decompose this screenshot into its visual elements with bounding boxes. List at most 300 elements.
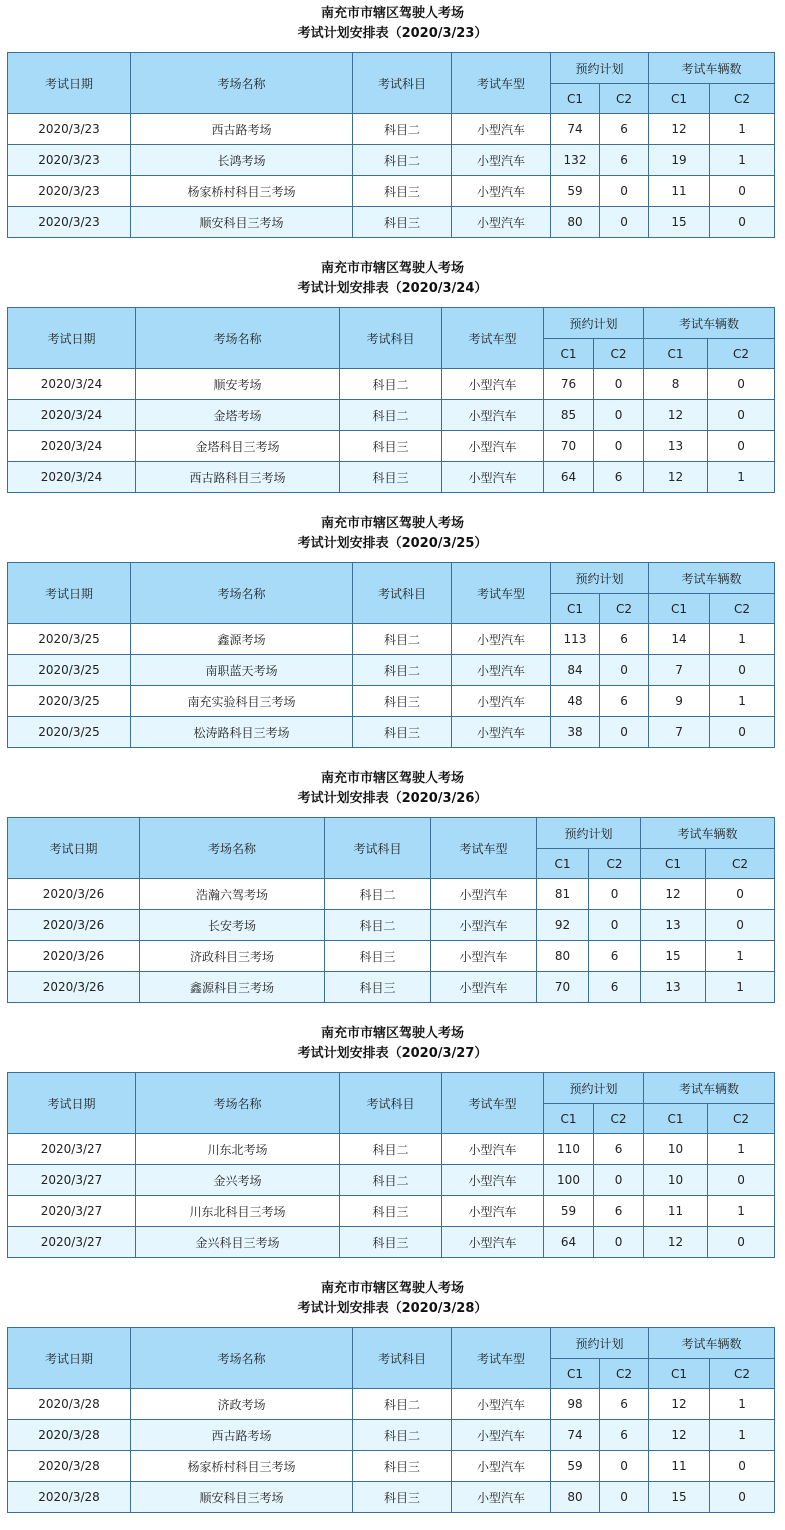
cars-c1-cell: 11: [649, 176, 710, 207]
plan-c2-cell: 6: [600, 1420, 649, 1451]
cars-header: 考试车辆数: [644, 308, 775, 339]
vehicle-type-cell: 小型汽车: [452, 624, 551, 655]
vehicle-type-cell: 小型汽车: [442, 1165, 544, 1196]
table-body: [8, 114, 775, 238]
section-title: 南充市市辖区驾驶人考场: [320, 1026, 464, 1041]
section-heading: [0, 1024, 785, 1064]
date-cell: 2020/3/26: [8, 972, 140, 1003]
cars-c2-cell: 0: [710, 717, 775, 748]
table-body: [8, 1389, 775, 1513]
plan-c2-cell: 6: [600, 114, 649, 145]
table-row: [8, 207, 775, 238]
plan-c1-cell: 64: [544, 462, 594, 493]
subject-cell: 科目三: [325, 941, 431, 972]
subject-cell: 科目三: [325, 972, 431, 1003]
cars-c2-cell: 1: [710, 1389, 775, 1420]
plan-c2-cell: 0: [600, 1451, 649, 1482]
site-name-cell: 顺安科目三考场: [131, 207, 353, 238]
cars-c2-cell: 1: [706, 941, 775, 972]
site-name-cell: 川东北科目三考场: [136, 1196, 340, 1227]
cars-c1-cell: 12: [649, 1389, 710, 1420]
vehicle-type-header: 考试车型: [442, 308, 544, 369]
section-heading: [0, 514, 785, 554]
vehicle-type-header: 考试车型: [452, 53, 551, 114]
subject-cell: 科目二: [353, 1389, 452, 1420]
vehicle-type-cell: 小型汽车: [452, 1451, 551, 1482]
cars-c2-cell: 1: [710, 686, 775, 717]
schedule-section: [0, 0, 785, 255]
date-cell: 2020/3/23: [8, 114, 131, 145]
plan-c1-cell: 48: [551, 686, 600, 717]
site-name-cell: 金塔科目三考场: [136, 431, 340, 462]
plan-c1-cell: 70: [537, 972, 589, 1003]
plan-c2-cell: 0: [600, 717, 649, 748]
section-heading: [0, 1279, 785, 1319]
vehicle-type-header: 考试车型: [431, 818, 537, 879]
cars-c2-cell: 0: [708, 369, 775, 400]
table-body: [8, 879, 775, 1003]
vehicle-type-cell: 小型汽车: [452, 717, 551, 748]
plan-c1-cell: 59: [544, 1196, 594, 1227]
cars-c2-cell: 0: [710, 1451, 775, 1482]
subject-cell: 科目三: [340, 1227, 442, 1258]
vehicle-type-header: 考试车型: [452, 1328, 551, 1389]
table-row: [8, 1165, 775, 1196]
cars-c1-cell: 7: [649, 717, 710, 748]
subject-cell: 科目三: [353, 1451, 452, 1482]
site-name-cell: 南职蓝天考场: [131, 655, 353, 686]
table-row: [8, 369, 775, 400]
table-header: [8, 308, 775, 369]
section-title: 南充市市辖区驾驶人考场: [320, 1281, 464, 1296]
site-name-cell: 长安考场: [140, 910, 325, 941]
plan-c1-cell: 74: [551, 1420, 600, 1451]
cars-c1-cell: 12: [649, 114, 710, 145]
cars-c1-header: C1: [641, 849, 706, 879]
subject-header: 考试科目: [340, 1073, 442, 1134]
cars-c2-header: C2: [708, 339, 775, 369]
plan-c2-header: C2: [600, 1359, 649, 1389]
vehicle-type-cell: 小型汽车: [452, 114, 551, 145]
plan-c2-cell: 6: [600, 686, 649, 717]
table-row: [8, 1134, 775, 1165]
table-row: [8, 431, 775, 462]
plan-c1-cell: 85: [544, 400, 594, 431]
cars-c2-cell: 0: [706, 879, 775, 910]
plan-c2-header: C2: [600, 84, 649, 114]
section-subtitle: 考试计划安排表（2020/3/24）: [297, 281, 488, 296]
plan-c2-cell: 0: [594, 1165, 644, 1196]
plan-c1-cell: 113: [551, 624, 600, 655]
vehicle-type-cell: 小型汽车: [452, 686, 551, 717]
plan-c1-cell: 80: [551, 207, 600, 238]
date-cell: 2020/3/28: [8, 1389, 131, 1420]
table-row: [8, 910, 775, 941]
cars-c1-header: C1: [649, 84, 710, 114]
section-subtitle: 考试计划安排表（2020/3/23）: [297, 26, 488, 41]
plan-c2-cell: 0: [589, 910, 641, 941]
cars-c2-header: C2: [710, 594, 775, 624]
date-cell: 2020/3/27: [8, 1227, 136, 1258]
plan-header: 预约计划: [551, 53, 649, 84]
subject-cell: 科目二: [340, 369, 442, 400]
section-heading: [0, 259, 785, 299]
subject-cell: 科目二: [353, 655, 452, 686]
subject-cell: 科目二: [340, 400, 442, 431]
header-row: [8, 563, 775, 594]
cars-c1-cell: 10: [644, 1165, 708, 1196]
site-name-cell: 杨家桥村科目三考场: [131, 1451, 353, 1482]
plan-header: 预约计划: [537, 818, 641, 849]
plan-c2-cell: 0: [600, 176, 649, 207]
subject-cell: 科目二: [353, 145, 452, 176]
cars-c2-cell: 1: [710, 145, 775, 176]
plan-header: 预约计划: [551, 563, 649, 594]
cars-c2-cell: 1: [708, 1196, 775, 1227]
site-name-header: 考场名称: [131, 1328, 353, 1389]
plan-c1-header: C1: [544, 339, 594, 369]
table-header: [8, 1328, 775, 1389]
date-header: 考试日期: [8, 1073, 136, 1134]
plan-c1-cell: 84: [551, 655, 600, 686]
site-name-cell: 长鸿考场: [131, 145, 353, 176]
cars-c1-header: C1: [644, 339, 708, 369]
vehicle-type-cell: 小型汽车: [452, 1482, 551, 1513]
table-row: [8, 462, 775, 493]
schedule-section: [0, 765, 785, 1020]
plan-c2-cell: 6: [589, 972, 641, 1003]
plan-c1-cell: 81: [537, 879, 589, 910]
table-row: [8, 1196, 775, 1227]
schedule-table: [7, 1327, 775, 1513]
plan-c2-cell: 0: [600, 207, 649, 238]
site-name-cell: 川东北考场: [136, 1134, 340, 1165]
date-cell: 2020/3/27: [8, 1134, 136, 1165]
date-cell: 2020/3/26: [8, 941, 140, 972]
subject-cell: 科目二: [340, 1165, 442, 1196]
plan-c2-cell: 6: [594, 1196, 644, 1227]
cars-header: 考试车辆数: [641, 818, 775, 849]
table-body: [8, 1134, 775, 1258]
schedule-table: [7, 562, 775, 748]
date-cell: 2020/3/23: [8, 176, 131, 207]
section-subtitle: 考试计划安排表（2020/3/26）: [297, 791, 488, 806]
vehicle-type-cell: 小型汽车: [442, 369, 544, 400]
table-row: [8, 1451, 775, 1482]
date-cell: 2020/3/26: [8, 879, 140, 910]
subject-header: 考试科目: [353, 563, 452, 624]
plan-c1-cell: 132: [551, 145, 600, 176]
plan-c2-cell: 0: [594, 1227, 644, 1258]
date-header: 考试日期: [8, 1328, 131, 1389]
cars-c1-cell: 11: [644, 1196, 708, 1227]
vehicle-type-cell: 小型汽车: [452, 1420, 551, 1451]
date-cell: 2020/3/26: [8, 910, 140, 941]
plan-c1-cell: 92: [537, 910, 589, 941]
plan-c2-cell: 6: [594, 1134, 644, 1165]
vehicle-type-cell: 小型汽车: [442, 462, 544, 493]
date-cell: 2020/3/24: [8, 462, 136, 493]
table-row: [8, 1389, 775, 1420]
cars-c1-cell: 12: [641, 879, 706, 910]
date-cell: 2020/3/24: [8, 431, 136, 462]
table-row: [8, 400, 775, 431]
plan-c1-header: C1: [544, 1104, 594, 1134]
plan-c1-cell: 80: [537, 941, 589, 972]
plan-c1-cell: 76: [544, 369, 594, 400]
cars-header: 考试车辆数: [644, 1073, 775, 1104]
cars-c2-cell: 0: [710, 1482, 775, 1513]
vehicle-type-cell: 小型汽车: [452, 655, 551, 686]
cars-c1-cell: 10: [644, 1134, 708, 1165]
date-header: 考试日期: [8, 818, 140, 879]
cars-c2-cell: 1: [706, 972, 775, 1003]
site-name-cell: 南充实验科目三考场: [131, 686, 353, 717]
table-row: [8, 1227, 775, 1258]
subject-cell: 科目三: [353, 207, 452, 238]
date-cell: 2020/3/27: [8, 1196, 136, 1227]
date-header: 考试日期: [8, 308, 136, 369]
section-subtitle: 考试计划安排表（2020/3/28）: [297, 1301, 488, 1316]
cars-c1-cell: 13: [641, 910, 706, 941]
table-row: [8, 972, 775, 1003]
cars-c1-header: C1: [649, 1359, 710, 1389]
plan-c2-cell: 0: [594, 369, 644, 400]
site-name-cell: 杨家桥村科目三考场: [131, 176, 353, 207]
site-name-header: 考场名称: [131, 563, 353, 624]
date-cell: 2020/3/25: [8, 717, 131, 748]
date-cell: 2020/3/23: [8, 207, 131, 238]
date-header: 考试日期: [8, 53, 131, 114]
cars-c1-cell: 15: [649, 1482, 710, 1513]
schedule-table: [7, 52, 775, 238]
vehicle-type-cell: 小型汽车: [442, 431, 544, 462]
subject-header: 考试科目: [325, 818, 431, 879]
site-name-cell: 济政科目三考场: [140, 941, 325, 972]
table-header: [8, 563, 775, 624]
plan-header: 预约计划: [544, 1073, 644, 1104]
subject-cell: 科目三: [353, 717, 452, 748]
site-name-cell: 金兴科目三考场: [136, 1227, 340, 1258]
date-cell: 2020/3/25: [8, 686, 131, 717]
cars-c1-cell: 8: [644, 369, 708, 400]
section-heading: [0, 4, 785, 44]
schedule-section: [0, 1275, 785, 1530]
cars-c1-header: C1: [649, 594, 710, 624]
vehicle-type-header: 考试车型: [442, 1073, 544, 1134]
plan-c2-cell: 6: [600, 1389, 649, 1420]
table-row: [8, 176, 775, 207]
table-row: [8, 1482, 775, 1513]
table-header: [8, 53, 775, 114]
date-cell: 2020/3/24: [8, 369, 136, 400]
date-header: 考试日期: [8, 563, 131, 624]
site-name-cell: 顺安考场: [136, 369, 340, 400]
plan-c1-cell: 70: [544, 431, 594, 462]
cars-c1-cell: 11: [649, 1451, 710, 1482]
date-cell: 2020/3/28: [8, 1420, 131, 1451]
site-name-cell: 鑫源科目三考场: [140, 972, 325, 1003]
cars-c1-cell: 15: [649, 207, 710, 238]
plan-c2-cell: 0: [594, 431, 644, 462]
table-row: [8, 1420, 775, 1451]
section-title: 南充市市辖区驾驶人考场: [320, 771, 464, 786]
site-name-header: 考场名称: [140, 818, 325, 879]
cars-c2-header: C2: [706, 849, 775, 879]
subject-header: 考试科目: [353, 1328, 452, 1389]
schedule-section: [0, 1020, 785, 1275]
header-row: [8, 53, 775, 84]
site-name-cell: 松涛路科目三考场: [131, 717, 353, 748]
site-name-cell: 西古路考场: [131, 1420, 353, 1451]
cars-c2-cell: 0: [708, 400, 775, 431]
subject-cell: 科目三: [340, 1196, 442, 1227]
plan-c1-cell: 110: [544, 1134, 594, 1165]
section-title: 南充市市辖区驾驶人考场: [320, 261, 464, 276]
subject-cell: 科目三: [353, 1482, 452, 1513]
plan-c2-header: C2: [594, 339, 644, 369]
date-cell: 2020/3/28: [8, 1451, 131, 1482]
vehicle-type-cell: 小型汽车: [431, 910, 537, 941]
plan-c1-cell: 59: [551, 1451, 600, 1482]
vehicle-type-cell: 小型汽车: [431, 879, 537, 910]
date-cell: 2020/3/28: [8, 1482, 131, 1513]
plan-c1-cell: 64: [544, 1227, 594, 1258]
cars-c2-cell: 0: [710, 655, 775, 686]
table-body: [8, 624, 775, 748]
plan-c2-header: C2: [594, 1104, 644, 1134]
site-name-header: 考场名称: [131, 53, 353, 114]
cars-c2-cell: 1: [708, 1134, 775, 1165]
header-row: [8, 1073, 775, 1104]
cars-c2-header: C2: [710, 1359, 775, 1389]
table-row: [8, 145, 775, 176]
plan-c2-header: C2: [600, 594, 649, 624]
site-name-cell: 西古路科目三考场: [136, 462, 340, 493]
section-subtitle: 考试计划安排表（2020/3/27）: [297, 1046, 488, 1061]
cars-c1-cell: 9: [649, 686, 710, 717]
cars-c2-cell: 0: [708, 1227, 775, 1258]
site-name-cell: 鑫源考场: [131, 624, 353, 655]
header-row: [8, 818, 775, 849]
schedule-section: [0, 255, 785, 510]
cars-c1-cell: 12: [644, 462, 708, 493]
plan-c1-cell: 98: [551, 1389, 600, 1420]
vehicle-type-cell: 小型汽车: [442, 1227, 544, 1258]
vehicle-type-cell: 小型汽车: [442, 400, 544, 431]
table-row: [8, 941, 775, 972]
section-title: 南充市市辖区驾驶人考场: [320, 516, 464, 531]
vehicle-type-cell: 小型汽车: [431, 972, 537, 1003]
vehicle-type-cell: 小型汽车: [431, 941, 537, 972]
subject-cell: 科目三: [353, 686, 452, 717]
plan-c1-cell: 80: [551, 1482, 600, 1513]
table-header: [8, 818, 775, 879]
schedule-table: [7, 817, 775, 1003]
subject-header: 考试科目: [353, 53, 452, 114]
cars-header: 考试车辆数: [649, 53, 775, 84]
vehicle-type-cell: 小型汽车: [452, 145, 551, 176]
plan-c2-header: C2: [589, 849, 641, 879]
cars-c1-cell: 15: [641, 941, 706, 972]
cars-c2-header: C2: [708, 1104, 775, 1134]
site-name-cell: 金兴考场: [136, 1165, 340, 1196]
site-name-header: 考场名称: [136, 308, 340, 369]
cars-c1-cell: 19: [649, 145, 710, 176]
vehicle-type-cell: 小型汽车: [452, 1389, 551, 1420]
subject-cell: 科目二: [325, 879, 431, 910]
table-header: [8, 1073, 775, 1134]
cars-c2-cell: 1: [710, 114, 775, 145]
cars-c2-cell: 0: [710, 176, 775, 207]
site-name-cell: 济政考场: [131, 1389, 353, 1420]
date-cell: 2020/3/23: [8, 145, 131, 176]
section-subtitle: 考试计划安排表（2020/3/25）: [297, 536, 488, 551]
vehicle-type-cell: 小型汽车: [442, 1134, 544, 1165]
plan-c1-cell: 100: [544, 1165, 594, 1196]
cars-c2-cell: 1: [708, 462, 775, 493]
table-row: [8, 879, 775, 910]
vehicle-type-cell: 小型汽车: [442, 1196, 544, 1227]
subject-cell: 科目三: [340, 462, 442, 493]
plan-c1-cell: 38: [551, 717, 600, 748]
subject-cell: 科目二: [353, 624, 452, 655]
table-row: [8, 686, 775, 717]
vehicle-type-header: 考试车型: [452, 563, 551, 624]
plan-header: 预约计划: [544, 308, 644, 339]
plan-c2-cell: 6: [589, 941, 641, 972]
schedule-table: [7, 1072, 775, 1258]
cars-c2-cell: 1: [710, 624, 775, 655]
table-row: [8, 717, 775, 748]
plan-c2-cell: 0: [600, 655, 649, 686]
cars-c2-cell: 0: [706, 910, 775, 941]
section-heading: [0, 769, 785, 809]
plan-c1-header: C1: [551, 1359, 600, 1389]
section-title: 南充市市辖区驾驶人考场: [320, 6, 464, 21]
plan-c2-cell: 0: [589, 879, 641, 910]
site-name-cell: 浩瀚六驾考场: [140, 879, 325, 910]
subject-cell: 科目三: [353, 176, 452, 207]
site-name-header: 考场名称: [136, 1073, 340, 1134]
vehicle-type-cell: 小型汽车: [452, 176, 551, 207]
site-name-cell: 西古路考场: [131, 114, 353, 145]
date-cell: 2020/3/25: [8, 624, 131, 655]
date-cell: 2020/3/25: [8, 655, 131, 686]
schedule-table: [7, 307, 775, 493]
date-cell: 2020/3/24: [8, 400, 136, 431]
cars-c1-cell: 12: [644, 1227, 708, 1258]
plan-c1-cell: 59: [551, 176, 600, 207]
cars-c1-cell: 13: [644, 431, 708, 462]
cars-c1-header: C1: [644, 1104, 708, 1134]
header-row: [8, 1328, 775, 1359]
plan-c2-cell: 0: [600, 1482, 649, 1513]
plan-c2-cell: 6: [594, 462, 644, 493]
plan-c2-cell: 0: [594, 400, 644, 431]
cars-c1-cell: 13: [641, 972, 706, 1003]
cars-c2-header: C2: [710, 84, 775, 114]
site-name-cell: 顺安科目三考场: [131, 1482, 353, 1513]
subject-cell: 科目二: [353, 1420, 452, 1451]
table-body: [8, 369, 775, 493]
subject-header: 考试科目: [340, 308, 442, 369]
cars-c2-cell: 0: [710, 207, 775, 238]
table-row: [8, 655, 775, 686]
plan-c2-cell: 6: [600, 624, 649, 655]
cars-c1-cell: 12: [649, 1420, 710, 1451]
schedule-section: [0, 510, 785, 765]
